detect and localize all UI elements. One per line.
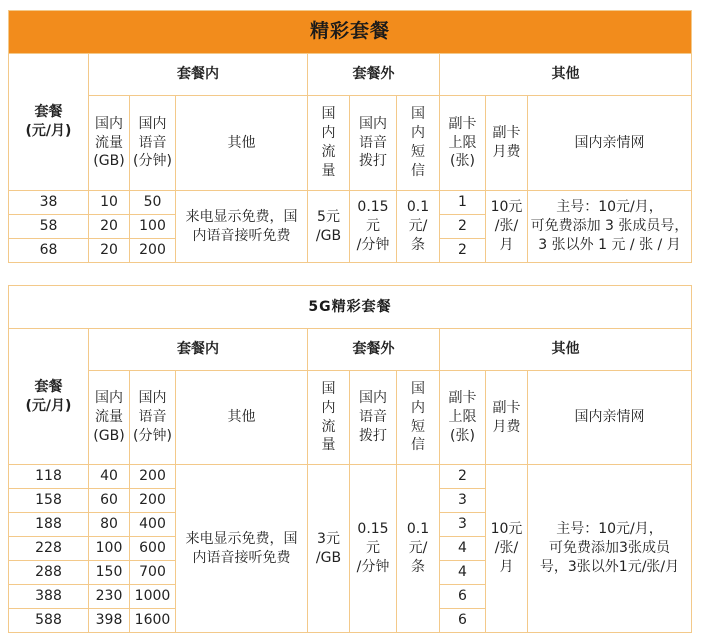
price-cell: 388 bbox=[9, 585, 89, 609]
col-in-other: 其他 bbox=[176, 371, 308, 465]
col-sub-card-limit: 副卡 上限 (张) bbox=[440, 96, 486, 191]
voice-cell: 200 bbox=[130, 489, 176, 513]
out-data-price-cell: 5元 /GB bbox=[308, 191, 350, 263]
col-domestic-voice: 国内 语音 (分钟) bbox=[130, 371, 176, 465]
price-cell: 68 bbox=[9, 239, 89, 263]
voice-cell: 200 bbox=[130, 465, 176, 489]
data-cell: 398 bbox=[89, 609, 130, 633]
col-domestic-data: 国内 流量 (GB) bbox=[89, 371, 130, 465]
data-cell: 20 bbox=[89, 239, 130, 263]
out-voice-price-cell: 0.15 元 /分钟 bbox=[350, 465, 397, 633]
col-out-voice: 国内 语音 拨打 bbox=[350, 371, 397, 465]
price-cell: 588 bbox=[9, 609, 89, 633]
sub-limit-cell: 6 bbox=[440, 609, 486, 633]
voice-cell: 1600 bbox=[130, 609, 176, 633]
voice-cell: 50 bbox=[130, 191, 176, 215]
data-cell: 40 bbox=[89, 465, 130, 489]
sub-limit-cell: 3 bbox=[440, 489, 486, 513]
data-cell: 80 bbox=[89, 513, 130, 537]
col-domestic-data: 国内 流量 (GB) bbox=[89, 96, 130, 191]
table-row bbox=[9, 465, 692, 489]
data-cell: 10 bbox=[89, 191, 130, 215]
in-other-cell: 来电显示免费，国 内语音接听免费 bbox=[176, 191, 308, 263]
group-other: 其他 bbox=[440, 54, 692, 96]
price-cell: 288 bbox=[9, 561, 89, 585]
sub-limit-cell: 6 bbox=[440, 585, 486, 609]
data-cell: 100 bbox=[89, 537, 130, 561]
voice-cell: 100 bbox=[130, 215, 176, 239]
voice-cell: 200 bbox=[130, 239, 176, 263]
col-family-network: 国内亲情网 bbox=[528, 371, 692, 465]
data-cell: 60 bbox=[89, 489, 130, 513]
voice-cell: 400 bbox=[130, 513, 176, 537]
in-other-cell: 来电显示免费，国 内语音接听免费 bbox=[176, 465, 308, 633]
sub-limit-cell: 4 bbox=[440, 537, 486, 561]
sub-limit-cell: 4 bbox=[440, 561, 486, 585]
col-out-sms: 国 内 短 信 bbox=[397, 96, 440, 191]
table-title: 精彩套餐 bbox=[9, 11, 692, 54]
price-cell: 188 bbox=[9, 513, 89, 537]
sub-limit-cell: 2 bbox=[440, 465, 486, 489]
group-in-package: 套餐内 bbox=[89, 54, 308, 96]
package-header: 套餐 (元/月) bbox=[9, 54, 89, 191]
out-sms-price-cell: 0.1 元/ 条 bbox=[397, 465, 440, 633]
col-family-network: 国内亲情网 bbox=[528, 96, 692, 191]
sub-fee-cell: 10元 /张/ 月 bbox=[486, 191, 528, 263]
out-data-price-cell: 3元 /GB bbox=[308, 465, 350, 633]
col-out-sms: 国 内 短 信 bbox=[397, 371, 440, 465]
group-other: 其他 bbox=[440, 329, 692, 371]
col-sub-card-fee: 副卡 月费 bbox=[486, 371, 528, 465]
family-network-cell: 主号：10元/月， 可免费添加 3 张成员号， 3 张以外 1 元 / 张 / 月 bbox=[528, 191, 692, 263]
group-out-package: 套餐外 bbox=[308, 329, 440, 371]
sub-fee-cell: 10元 /张/ 月 bbox=[486, 465, 528, 633]
col-domestic-voice: 国内 语音 (分钟) bbox=[130, 96, 176, 191]
data-cell: 20 bbox=[89, 215, 130, 239]
sub-limit-cell: 2 bbox=[440, 215, 486, 239]
package-header: 套餐 (元/月) bbox=[9, 329, 89, 465]
col-out-data: 国 内 流 量 bbox=[308, 371, 350, 465]
plan-table-classic bbox=[8, 10, 692, 263]
col-out-data: 国 内 流 量 bbox=[308, 96, 350, 191]
plan-table-5g bbox=[8, 285, 692, 633]
col-in-other: 其他 bbox=[176, 96, 308, 191]
voice-cell: 600 bbox=[130, 537, 176, 561]
data-cell: 230 bbox=[89, 585, 130, 609]
col-out-voice: 国内 语音 拨打 bbox=[350, 96, 397, 191]
out-sms-price-cell: 0.1 元/ 条 bbox=[397, 191, 440, 263]
voice-cell: 1000 bbox=[130, 585, 176, 609]
price-cell: 228 bbox=[9, 537, 89, 561]
group-in-package: 套餐内 bbox=[89, 329, 308, 371]
price-cell: 58 bbox=[9, 215, 89, 239]
group-out-package: 套餐外 bbox=[308, 54, 440, 96]
out-voice-price-cell: 0.15 元 /分钟 bbox=[350, 191, 397, 263]
price-cell: 158 bbox=[9, 489, 89, 513]
voice-cell: 700 bbox=[130, 561, 176, 585]
price-cell: 38 bbox=[9, 191, 89, 215]
sub-limit-cell: 3 bbox=[440, 513, 486, 537]
col-sub-card-limit: 副卡 上限 (张) bbox=[440, 371, 486, 465]
family-network-cell: 主号：10元/月， 可免费添加3张成员 号，3张以外1元/张/月 bbox=[528, 465, 692, 633]
sub-limit-cell: 2 bbox=[440, 239, 486, 263]
col-sub-card-fee: 副卡 月费 bbox=[486, 96, 528, 191]
sub-limit-cell: 1 bbox=[440, 191, 486, 215]
data-cell: 150 bbox=[89, 561, 130, 585]
price-cell: 118 bbox=[9, 465, 89, 489]
table-row bbox=[9, 191, 692, 215]
table-title: 5G精彩套餐 bbox=[9, 286, 692, 329]
